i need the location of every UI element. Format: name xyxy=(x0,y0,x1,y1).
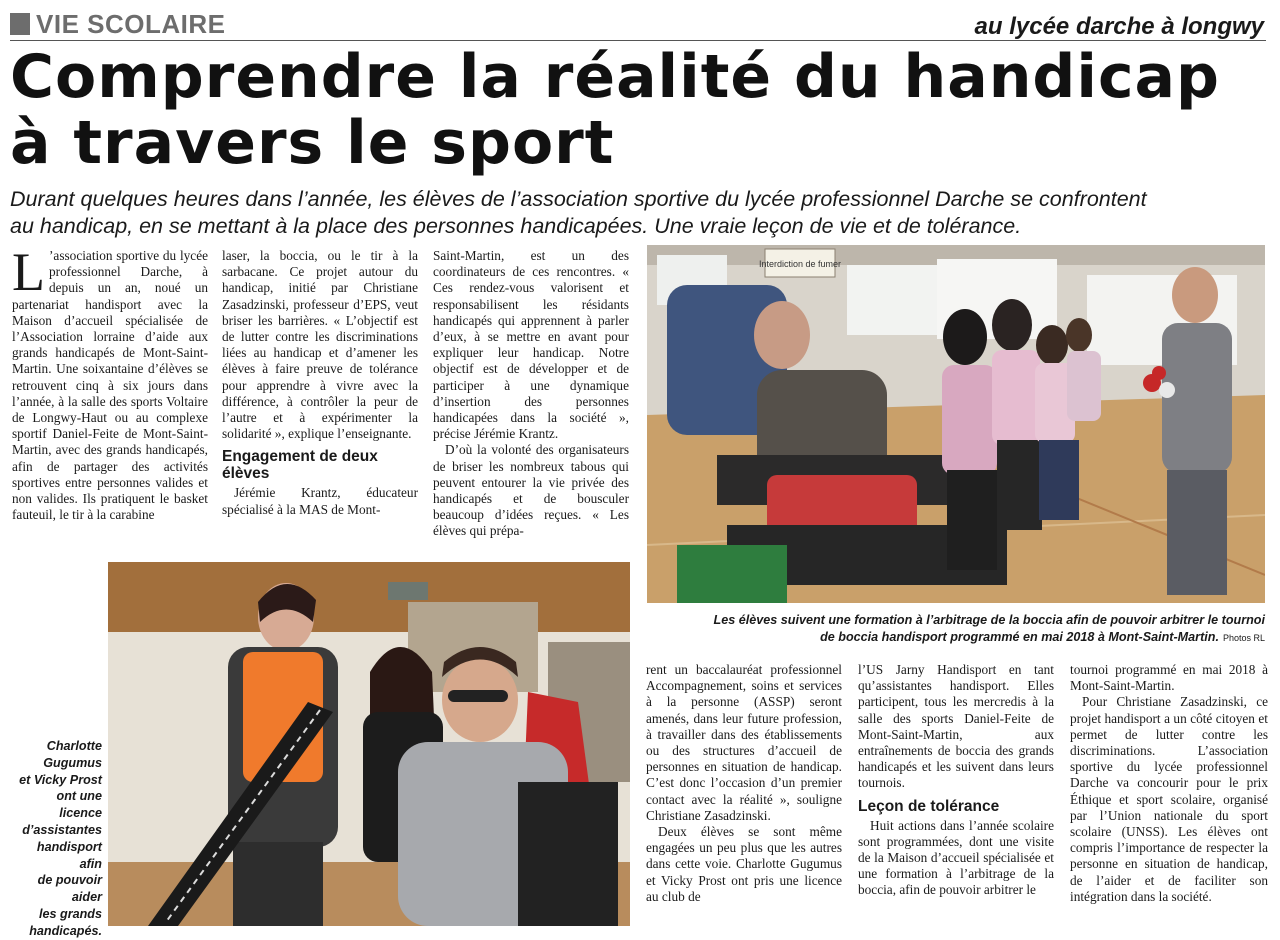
article-paragraph: rent un baccalauréat professionnel Accompagnement, soins et services à la personne (ASSP) seront amenés, dans leur future profession, à travailler dans des établissements ou des structures d’accueil de personnes en situation de handicap. C’est donc l’occasion d’un premier contact avec la réalité », souligne Christiane Zasadzinski. xyxy=(646,662,842,823)
article-paragraph: Jérémie Krantz, éducateur spécialisé à la MAS de Mont- xyxy=(222,485,418,517)
caption-line: handisport xyxy=(36,839,102,854)
location-tag: au lycée darche à longwy xyxy=(974,13,1264,40)
caption-line: les grands xyxy=(39,906,102,921)
article-paragraph: ’association sportive du lycée professionnel Darche, à depuis un an, noué un partenariat handisport avec la Maison d’accueil spécialisée de l’Association lorraine d’aide aux grands handicapés de Mont-Saint-Martin. Une soixantaine d’élèves se retrouvent cinq à six jours dans l’année, à la salle des sports Voltaire de Longwy-Haut ou au complexe sportif Daniel-Feite de Mont-Saint-Martin, avec des grands handicapés, afin de partager des activités sportives entre personnes valides et non valides. Ils pratiquent le basket fauteuil, le tir à la carabine xyxy=(12,248,208,523)
lede-line-1: Durant quelques heures dans l’année, les élèves de l’association sportive du lycée professionnel Darche se confrontent xyxy=(10,187,1147,211)
caption-line: et Vicky Prost xyxy=(19,772,102,787)
headline-line-2: à travers le sport xyxy=(10,108,615,178)
headline-line-1: Comprendre la réalité du handicap xyxy=(10,42,1220,112)
caption-line: licence xyxy=(59,806,102,821)
header-rule xyxy=(10,40,1266,41)
caption-line-1: Les élèves suivent une formation à l’arbitrage de la boccia afin de pouvoir arbitrer le tournoi xyxy=(713,613,1265,627)
drop-cap: L xyxy=(12,242,45,302)
photo-students-illustration xyxy=(108,562,630,926)
article-column-3 xyxy=(433,248,629,540)
article-paragraph: D’où la volonté des organisateurs de briser les nombreux tabous qui peuvent entourer la vie privée des handicapés et de bousculer beaucoup d’idées reçues. « Les élèves qui prépa- xyxy=(433,442,629,539)
caption-line: Gugumus xyxy=(43,755,102,770)
subheading-tolerance: Leçon de tolérance xyxy=(858,797,1000,815)
caption-line: aider xyxy=(71,890,102,905)
article-column-4 xyxy=(646,662,842,905)
caption-line: afin xyxy=(79,856,102,871)
lede-line-2: au handicap, en se mettant à la place des personnes handicapées. Une vraie leçon de vie et de tolérance. xyxy=(10,214,1022,238)
caption-line-2: de boccia handisport programmé en mai 2018 à Mont-Saint-Martin. xyxy=(820,630,1219,644)
photo-caption-students xyxy=(10,738,102,940)
article-paragraph: l’US Jarny Handisport en tant qu’assistantes handisport. Elles participent, tous les mercredis à la salle des sports Daniel-Feite de Mont-Saint-Martin, aux entraînements de boccia des grands handicapés et les suivent dans leurs tournois. xyxy=(858,662,1054,791)
article-paragraph: Huit actions dans l’année scolaire sont programmées, dont une visite de la Maison d’accueil spécialisée et une formation à l’arbitrage de la boccia, afin de pouvoir arbitrer le xyxy=(858,817,1054,898)
photo-boccia-training xyxy=(647,245,1265,603)
article-paragraph: laser, la boccia, ou le tir à la sarbacane. Ce projet autour du handicap, initié par Christiane Zasadzinski, professeur d’EPS, veut briser les barrières. « L’objectif est de lutter contre les discriminations liées au handicap et d’amener les élèves à faire preuve de tolérance pour apprendre à vivre avec la différence, à contrôler la peur de l’autre et à expérimenter la solidarité », explique l’enseignante. xyxy=(222,248,418,442)
photo-caption-boccia xyxy=(650,612,1265,647)
caption-line: Charlotte xyxy=(46,739,102,753)
caption-line: handicapés. xyxy=(29,923,102,938)
section-rubric: VIE SCOLAIRE xyxy=(36,9,226,39)
article-column-2 xyxy=(222,248,418,518)
article-column-1 xyxy=(12,242,208,523)
caption-line: ont une xyxy=(56,789,102,804)
article-paragraph: Saint-Martin, est un des coordinateurs de ces rencontres. « Ces rendez-vous valorisent et responsabilisent les résidants handicapés qui apprennent à parler d’eux, à se mettre en avant pour expliquer leur handicap. Notre objectif est de développer et de participer à une dynamique d’insertion des personnes handicapées dans la société », précise Jérémie Krantz. xyxy=(433,248,629,442)
article-column-6 xyxy=(1070,662,1268,905)
caption-line: d’assistantes xyxy=(22,822,102,837)
photo-credit: Photos RL xyxy=(1222,633,1265,643)
article-paragraph: Deux élèves se sont même engagées un peu plus que les autres dans cette voie. Charlotte Gugumus et Vicky Prost ont pris une licence au club de xyxy=(646,824,842,904)
lede xyxy=(10,186,1272,240)
photo-students-athlete xyxy=(108,562,630,926)
headline xyxy=(10,44,1270,176)
caption-line: de pouvoir xyxy=(37,873,102,888)
article-paragraph: Pour Christiane Zasadzinski, ce projet handisport a un côté citoyen et permet de lutter contre les discriminations. L’association sportive du lycée professionnel Darche va concourir pour le prix Éthique et sport scolaire, organisé par l’Union nationale du sport scolaire (UNSS). Les élèves ont compris l’importance de respecter la personne en situation de handicap, de l’aider et de faciliter son intégration dans la société. xyxy=(1070,694,1268,904)
no-smoking-sign: Interdiction de fumer xyxy=(758,259,842,269)
article-column-5 xyxy=(858,662,1054,899)
subheading-engagement: Engagement de deux élèves xyxy=(222,448,378,483)
rubric-marker xyxy=(10,13,30,35)
article-paragraph: tournoi programmé en mai 2018 à Mont-Saint-Martin. xyxy=(1070,662,1268,694)
photo-boccia-illustration xyxy=(647,245,1265,603)
